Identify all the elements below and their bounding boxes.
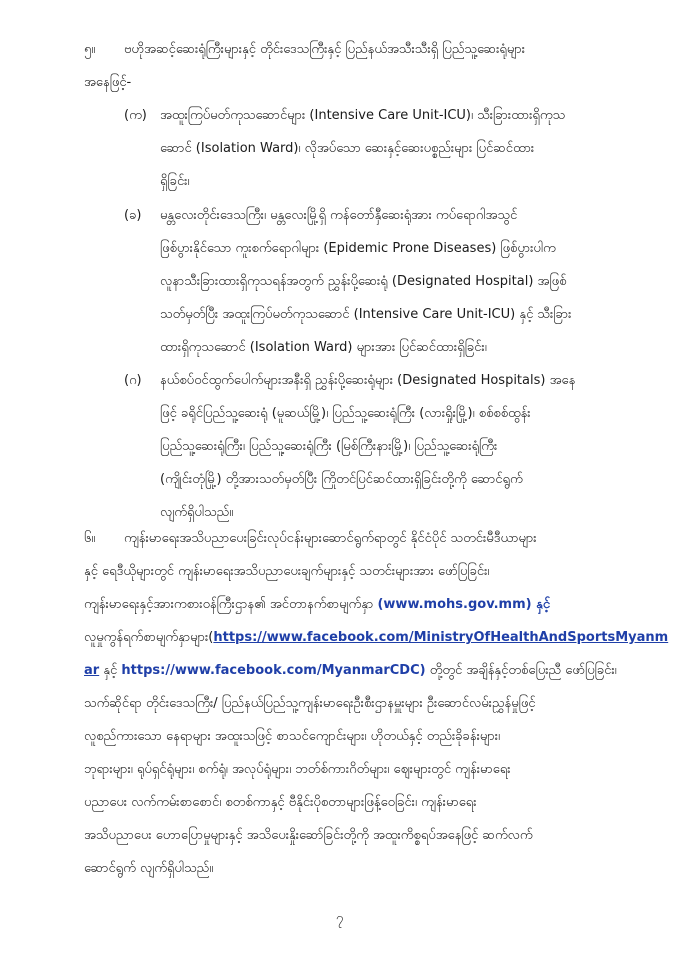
paragraph-line: လူစည်ကားသော နေရာများ အထူးသဖြင့် စာသင်ကျောင်းများ၊ ဟိုတယ်နှင့် တည်းခိုခန်းများ၊ [84,729,501,744]
website-label: ကျန်းမာရေးနှင့်အားကစားဝန်ကြီးဌာန၏ အင်တာနက်စာမျက်နှာ [84,597,374,612]
list-item-line: ပြည်သူ့ဆေးရုံကြီး၊ ပြည်သူ့ဆေးရုံကြီး (မြစ်ကြီးနားမြို့)၊ ပြည်သူ့ဆေးရုံကြီး [160,439,498,454]
website-link[interactable]: (www.mohs.gov.mm) နှင့် [377,597,551,612]
list-item-line: အထူးကြပ်မတ်ကုသဆောင်များ (Intensive Care Unit-ICU)၊ သီးခြားထားရှိကုသ [160,108,566,123]
paragraph-line: ဆောင်ရွက် လျက်ရှိပါသည်။ [84,861,214,876]
list-marker: (က) [124,108,147,123]
paragraph-line: ပညာပေး လက်ကမ်းစာစောင်၊ စတစ်ကာနှင့် ဗီနိုင်းပိုစတာများဖြန့်ဝေခြင်း၊ ကျန်းမာရေး [84,795,477,810]
paragraph-line [84,629,669,647]
facebook-cdc-link[interactable]: https://www.facebook.com/MyanmarCDC) [121,663,426,678]
paragraph-line [84,596,599,614]
list-item-line: ဖြင့် ခရိုင်ပြည်သူ့ဆေးရုံ (မူဆယ်မြို့)၊ ပြည်သူ့ဆေးရုံကြီး (လားရှိုးမြို့)၊ စစ်စစ်ထွန်း [160,406,531,421]
list-item-line: ရှိခြင်း၊ [160,174,190,189]
paragraph-line: ကျန်းမာရေးအသိပညာပေးခြင်းလုပ်ငန်းများဆောင်ရွက်ရာတွင် နိုင်ငံပိုင် သတင်းမီဒီယာများ [124,531,537,546]
paragraph-line [84,662,617,680]
list-item-line: ထားရှိကုသဆောင် (Isolation Ward) များအား ပြင်ဆင်ထားရှိခြင်း၊ [160,340,487,355]
paragraph-line: ဘုရားများ၊ ရုပ်ရှင်ရုံများ၊ စက်ရုံ၊ အလုပ်ရုံများ၊ ဘတ်စ်ကားဂိတ်များ၊ ဈေးများတွင် ကျန်းမာရေး [84,762,511,777]
list-item-line: နယ်စပ်ဝင်ထွက်ပေါက်များအနီးရှိ ညွှန်းပို့ဆေးရုံများ (Designated Hospitals) အနေ [160,373,576,388]
facebook-ministry-link[interactable]: https://www.facebook.com/MinistryOfHealthAndSportsMyanm [213,630,669,645]
page-number: ၇ [335,911,344,926]
list-marker: (ဂ) [124,373,142,388]
list-item-line: ဖြစ်ပွားနိုင်သော ကူးစက်ရောဂါများ (Epidemic Prone Diseases) ဖြစ်ပွားပါက [160,241,556,256]
section-number: ၆။ [84,531,96,546]
list-item-line: လူနာသီးခြားထားရှိကုသရန်အတွက် ညွှန်းပို့ဆေးရုံ (Designated Hospital) အဖြစ် [160,274,567,289]
paragraph-text: တို့တွင် အချိန်နှင့်တစ်ပြေးညီ ဖော်ပြခြင်း၊ [429,663,617,678]
list-marker: (ခ) [124,208,142,223]
paragraph-line: အနေဖြင့်- [84,75,132,90]
list-item-line: (ကျိုင်းတုံမြို့) တို့အားသတ်မှတ်ပြီး ကြိုတင်ပြင်ဆင်ထားရှိခြင်းတို့ကို ဆောင်ရွက် [160,472,523,487]
list-item-line: သတ်မှတ်ပြီး အထူးကြပ်မတ်ကုသဆောင် (Intensive Care Unit-ICU) နှင့် သီးခြား [160,307,572,322]
list-item-line: မန္တလေးတိုင်းဒေသကြီး၊ မန္တလေးမြို့ရှိ ကန်တော်နှီဆေးရုံအား ကပ်ရောဂါအသွင် [160,208,518,223]
list-item-line: ဆောင် (Isolation Ward)၊ လိုအပ်သော ဆေးနှင့်ဆေးပစ္စည်းများ ပြင်ဆင်ထား [160,141,535,156]
paragraph-line: သက်ဆိုင်ရာ တိုင်းဒေသကြီး/ ပြည်နယ်ပြည်သူ့ကျန်းမာရေးဦးစီးဌာနမှူးများ ဦးဆောင်လမ်းညွှန်မှုဖြင့် [84,696,536,711]
paragraph-line: ဗဟိုအဆင့်ဆေးရုံကြီးများနှင့် တိုင်းဒေသကြီးနှင့် ပြည်နယ်အသီးသီးရှိ ပြည်သူ့ဆေးရုံများ [124,42,526,57]
list-item-line: လျက်ရှိပါသည်။ [160,505,234,520]
facebook-ministry-link-end[interactable]: ar [84,663,100,678]
conjunction-text: နှင့် [103,663,118,678]
social-media-label: လူမှုကွန်ရက်စာမျက်နှာများ( [84,630,214,645]
section-number: ၅။ [84,42,96,57]
paragraph-line: နှင့် ရေဒီယိုများတွင် ကျန်းမာရေးအသိပညာပေးချက်များနှင့် သတင်းများအား ဖော်ပြခြင်း၊ [84,564,490,579]
paragraph-line: အသိပညာပေး ဟောပြောမှုများနှင့် အသိပေးနှိုးဆော်ခြင်းတို့ကို အထူးကိစ္စရပ်အနေဖြင့် ဆက်လက် [84,828,533,843]
